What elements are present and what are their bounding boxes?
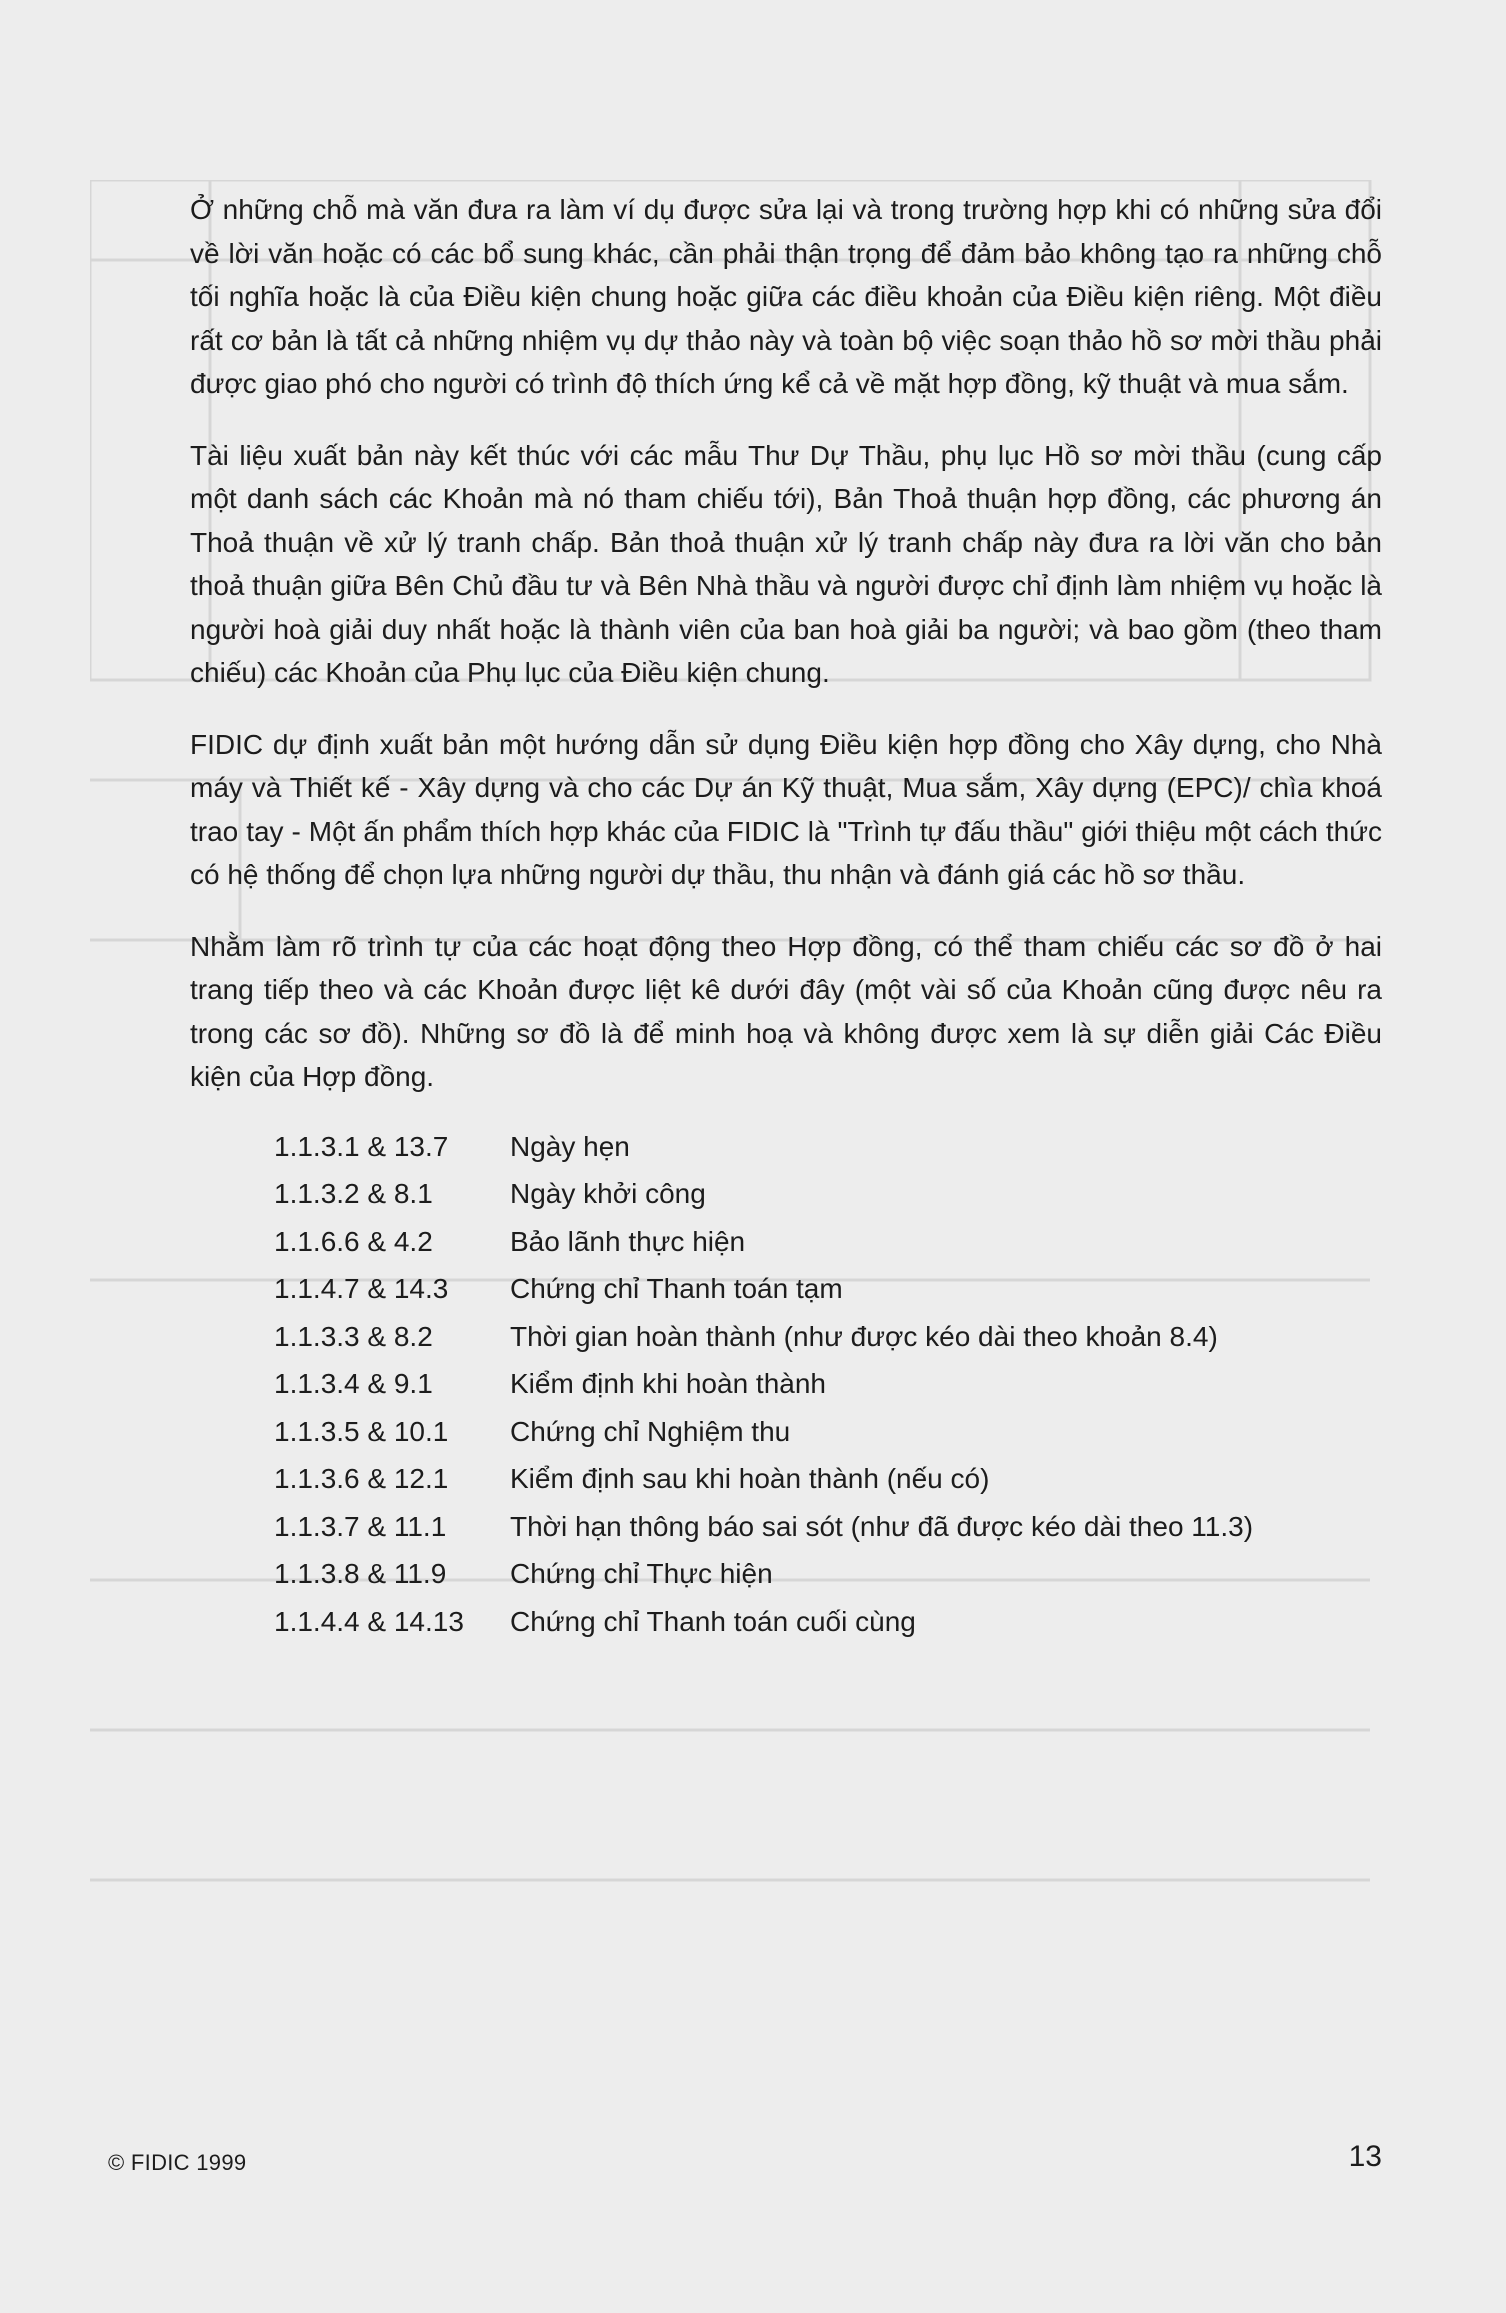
clause-description: Chứng chỉ Nghiệm thu (510, 1415, 791, 1447)
clause-number: 1.1.3.2 & 8.1 (274, 1178, 433, 1209)
page-content (190, 188, 1382, 1645)
page-number: 13 (1348, 2140, 1382, 2173)
intro-paragraph: Ở những chỗ mà văn đưa ra làm ví dụ được sửa lại và trong trường hợp khi có những sửa đổi về lời văn hoặc có các bổ sung khác, cần phải thận trọng để đảm bảo không tạo ra những chỗ tối nghĩa hoặc là của Điều kiện chung hoặc giữa các điều khoản của Điều kiện riêng. Một điều rất cơ bản là tất cả những nhiệm vụ dự thảo này và toàn bộ việc soạn thảo hồ sơ mời thầu phải được giao phó cho người có trình độ thích ứng kể cả về mặt hợp đồng, kỹ thuật và mua sắm. (190, 194, 1382, 399)
sequence-paragraph: Nhằm làm rõ trình tự của các hoạt động theo Hợp đồng, có thể tham chiếu các sơ đồ ở hai trang tiếp theo và các Khoản được liệt kê dưới đây (một vài số của Khoản cũng được nêu ra trong các sơ đồ). Những sơ đồ là để minh hoạ và không được xem là sự diễn giải Các Điều kiện của Hợp đồng. (190, 930, 1382, 1092)
clause-number: 1.1.3.6 & 12.1 (274, 1463, 449, 1494)
clause-number: 1.1.6.6 & 4.2 (274, 1225, 433, 1257)
copyright-notice: © FIDIC 1999 (108, 2150, 247, 2175)
list-item (274, 1360, 1374, 1408)
list-item (274, 1598, 1374, 1646)
clause-number: 1.1.3.5 & 10.1 (274, 1415, 449, 1447)
clause-description: Chứng chỉ Thanh toán cuối cùng (510, 1605, 916, 1637)
list-item (274, 1503, 1374, 1551)
clause-number: 1.1.4.7 & 14.3 (274, 1273, 449, 1304)
clause-description: Ngày hẹn (510, 1130, 630, 1162)
clause-number: 1.1.3.1 & 13.7 (274, 1130, 449, 1162)
list-item (274, 1218, 1374, 1266)
list-item (274, 1313, 1374, 1361)
list-item (274, 1550, 1374, 1598)
clause-number: 1.1.4.4 & 14.13 (274, 1605, 464, 1637)
clause-description: Kiểm định khi hoàn thành (510, 1368, 826, 1399)
list-item (274, 1455, 1374, 1503)
clause-description: Chứng chỉ Thanh toán tạm (510, 1273, 843, 1304)
clause-description: Chứng chỉ Thực hiện (510, 1558, 773, 1589)
clause-description: Thời hạn thông báo sai sót (như đã được kéo dài theo 11.3) (510, 1510, 1254, 1542)
list-item (274, 1408, 1374, 1456)
clause-description: Kiểm định sau khi hoàn thành (nếu có) (510, 1463, 990, 1494)
clause-number: 1.1.3.4 & 9.1 (274, 1368, 433, 1399)
list-item (274, 1123, 1374, 1171)
clause-number: 1.1.3.7 & 11.1 (274, 1510, 447, 1542)
fidic-guide-paragraph: FIDIC dự định xuất bản một hướng dẫn sử dụng Điều kiện hợp đồng cho Xây dựng, cho Nhà máy và Thiết kế - Xây dựng và cho các Dự án Kỹ thuật, Mua sắm, Xây dựng (EPC)/ chìa khoá trao tay - Một ấn phẩm thích hợp khác của FIDIC là "Trình tự đấu thầu" giới thiệu một cách thức có hệ thống để chọn lựa những người dự thầu, thu nhận và đánh giá các hồ sơ thầu. (190, 728, 1382, 890)
list-item (274, 1265, 1374, 1313)
clause-description: Thời gian hoàn thành (như được kéo dài theo khoản 8.4) (510, 1320, 1218, 1352)
publication-paragraph: Tài liệu xuất bản này kết thúc với các mẫu Thư Dự Thầu, phụ lục Hồ sơ mời thầu (cung cấp một danh sách các Khoản mà nó tham chiếu tới), Bản Thoả thuận hợp đồng, các phương án Thoả thuận về xử lý tranh chấp. Bản thoả thuận xử lý tranh chấp này đưa ra lời văn cho bản thoả thuận giữa Bên Chủ đầu tư và Bên Nhà thầu và người được chỉ định làm nhiệm vụ hoặc là người hoà giải duy nhất hoặc là thành viên của ban hoà giải ba người; và bao gồm (theo tham chiếu) các Khoản của Phụ lục của Điều kiện chung. (190, 439, 1382, 688)
clause-number: 1.1.3.3 & 8.2 (274, 1320, 433, 1352)
clause-description: Bảo lãnh thực hiện (510, 1225, 746, 1257)
clause-reference-list (274, 1123, 1374, 1646)
clause-description: Ngày khởi công (510, 1178, 706, 1209)
list-item (274, 1170, 1374, 1218)
clause-number: 1.1.3.8 & 11.9 (274, 1558, 447, 1589)
